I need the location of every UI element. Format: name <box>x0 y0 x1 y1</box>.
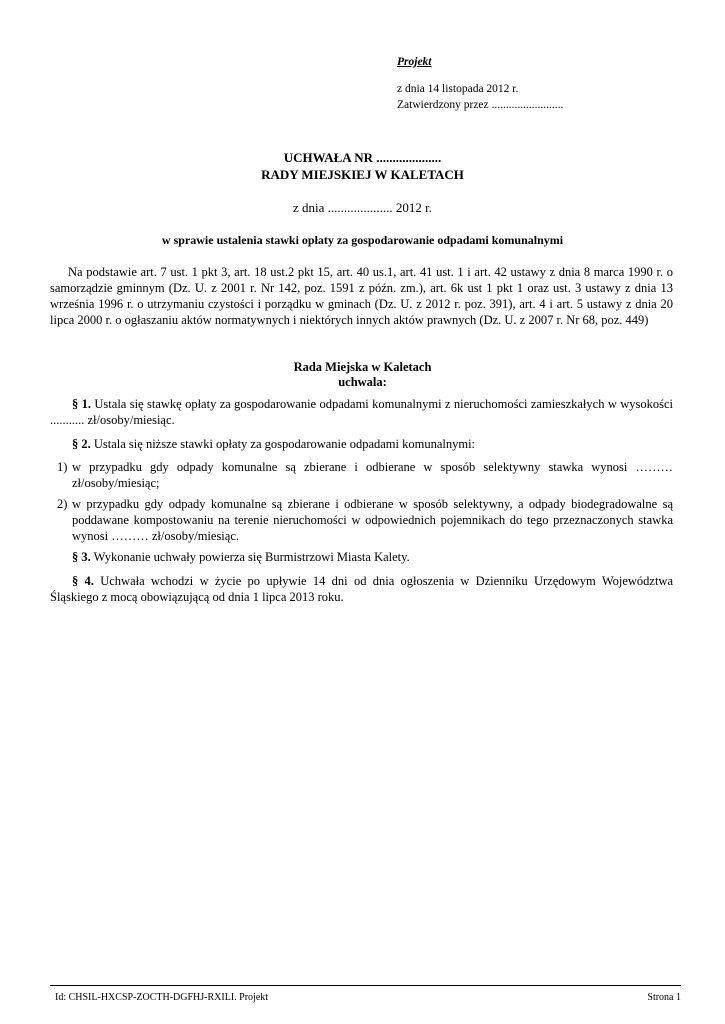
section-text: Wykonanie uchwały powierza się Burmistrzowi Miasta Kalety. <box>93 550 410 564</box>
section-mark: § 1. <box>72 397 92 411</box>
section-text: Ustala się stawkę opłaty za gospodarowanie odpadami komunalnymi z nieruchomości zamieszkałych w wysokości ........... zł/osoby/miesiąc. <box>50 397 674 427</box>
page-number: Strona 1 <box>647 992 681 1003</box>
section-2 <box>50 436 673 452</box>
document-header <box>397 54 563 113</box>
resolution-subject: w sprawie ustalenia stawki opłaty za gospodarowanie odpadami komunalnymi <box>161 233 564 247</box>
resolution-date: z dnia .................... 2012 r. <box>292 200 432 215</box>
section-1 <box>50 396 673 428</box>
section-mark: § 2. <box>72 437 91 451</box>
footer-divider <box>50 985 681 986</box>
project-label: Projekt <box>397 56 432 68</box>
list-number: 2) <box>57 497 68 511</box>
section-text: Uchwała wchodzi w życie po upływie 14 dni od dnia ogłoszenia w Dzienniku Urzędowym Województwa Śląskiego z mocą obowiązującą od dnia 1 lipca 2013 roku. <box>50 574 674 604</box>
council-name: RADY MIEJSKIEJ W KALETACH <box>261 167 464 182</box>
document-id: Id: CHSIL-HXCSP-ZOCTH-DGFHJ-RXILI. Projekt <box>55 992 269 1003</box>
list-text: w przypadku gdy odpady komunalne są zbierane i odbierane w sposób selektywny, a odpady biodegradowalne są poddawane kompostowaniu na terenie nieruchomości w odpowiednich pojemnikach do tego przeznaczonych stawka wynosi ……… zł/osoby/miesiąc. <box>72 497 673 543</box>
section-4 <box>50 573 673 605</box>
list-item <box>50 459 673 491</box>
council-resolves-heading <box>0 360 725 390</box>
list-item <box>50 496 673 544</box>
header-date: z dnia 14 listopada 2012 r. <box>397 83 519 95</box>
resolution-number: UCHWAŁA NR .................... <box>283 150 442 165</box>
council-line: Rada Miejska w Kaletach <box>293 360 432 374</box>
list-number: 1) <box>57 460 68 474</box>
section-mark: § 3. <box>72 550 91 564</box>
section-3 <box>50 549 673 565</box>
resolves-line: uchwala: <box>338 375 387 389</box>
legal-basis-paragraph: Na podstawie art. 7 ust. 1 pkt 3, art. 18 ust.2 pkt 15, art. 40 us.1, art. 41 ust. 1 i art. 42 ustawy z dnia 8 marca 1990 r. o samorządzie gminnym (Dz. U. z 2001 r. Nr 142, poz. 1591 z późn. zm.), art. 6k ust 1 pkt 1 oraz ust. 3 ustawy z dnia 13 września 1996 r. o utrzymaniu czystości i porządku w gminach (Dz. U. z 2012 r. poz. 391), art. 4 i art. 5 ustawy z dnia 20 lipca 2000 r. o ogłaszaniu aktów normatywnych i niektórych innych aktów prawnych (Dz. U. z 2007 r. Nr 68, poz. 449) <box>50 265 673 327</box>
list-text: w przypadku gdy odpady komunalne są zbierane i odbierane w sposób selektywny stawka wynosi ……… zł/osoby/miesiąc; <box>72 460 673 490</box>
header-approved: Zatwierdzony przez ......................... <box>397 99 564 111</box>
section-mark: § 4. <box>72 574 94 588</box>
section-text: Ustala się niższe stawki opłaty za gospodarowanie odpadami komunalnymi: <box>93 437 476 451</box>
